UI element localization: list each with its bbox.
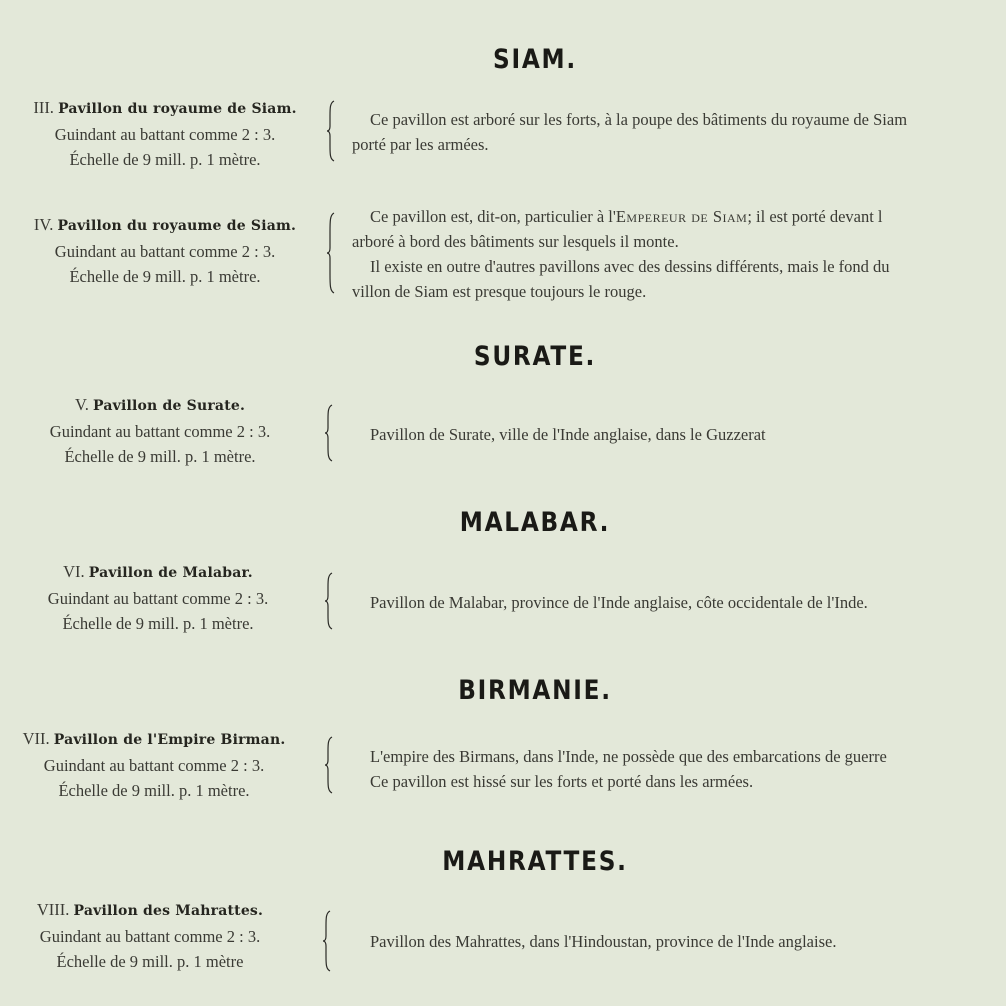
entry-iv-ratio: Guindant au battant comme 2 : 3. [54,242,276,261]
entry-vii-title: VII. Pavillon de l'Empire Birman. [22,729,286,748]
entry-vii-ratio: Guindant au battant comme 2 : 3. [43,756,265,775]
section-heading-surate: SURATE. [473,341,597,372]
entry-viii-scale: Échelle de 9 mill. p. 1 mètre [56,952,244,971]
entry-iv-description: Ce pavillon est, dit-on, particulier à l'Empereur de Siam; il est porté devant l arboré à bord des bâtiments sur lesquels il monte. Il existe en outre d'autres pavillons avec des dessins différents, mais le fond du villon de Siam est presque toujours le rouge. [352,207,890,301]
entry-iii-caption [15,95,315,172]
entry-iv-caption [15,212,315,289]
brace-vii [324,736,334,794]
brace-v [324,404,334,462]
section-heading-birmanie: BIRMANIE. [458,675,612,706]
entry-v-ratio: Guindant au battant comme 2 : 3. [49,422,271,441]
section-heading-siam: SIAM. [493,44,577,75]
entry-vi-caption [8,559,308,636]
entry-iii-ratio: Guindant au battant comme 2 : 3. [54,125,276,144]
entry-v-description: Pavillon de Surate, ville de l'Inde anglaise, dans le Guzzerat [370,425,766,444]
brace-viii [322,910,332,972]
entry-iii-title: III. Pavillon du royaume de Siam. [33,98,297,117]
section-heading-malabar: MALABAR. [459,507,611,538]
entry-vi-scale: Échelle de 9 mill. p. 1 mètre. [62,614,254,633]
entry-iii-description: Ce pavillon est arboré sur les forts, à la poupe des bâtiments du royaume de Siam porté par les armées. [352,110,908,154]
section-heading-mahrattes: MAHRATTES. [442,846,628,877]
entry-vi-ratio: Guindant au battant comme 2 : 3. [47,589,269,608]
entry-v-scale: Échelle de 9 mill. p. 1 mètre. [64,447,256,466]
entry-iv-title: IV. Pavillon du royaume de Siam. [33,215,297,234]
brace-vi [324,572,334,630]
entry-viii-title: VIII. Pavillon des Mahrattes. [36,900,264,919]
entry-iv-scale: Échelle de 9 mill. p. 1 mètre. [69,267,261,286]
entry-viii-caption [0,897,300,974]
entry-vi-title: VI. Pavillon de Malabar. [63,562,253,581]
entry-viii-description: Pavillon des Mahrattes, dans l'Hindoustan, province de l'Inde anglaise. [370,932,837,951]
brace-iii [326,100,336,162]
entry-v-title: V. Pavillon de Surate. [74,395,246,414]
brace-iv [326,212,336,294]
entry-vii-description: L'empire des Birmans, dans l'Inde, ne possède que des embarcations de guerre Ce pavillon est hissé sur les forts et porté dans les armées. [370,747,887,791]
entry-iii-scale: Échelle de 9 mill. p. 1 mètre. [69,150,261,169]
entry-vii-caption [4,726,304,803]
entry-viii-ratio: Guindant au battant comme 2 : 3. [39,927,261,946]
entry-v-caption [10,392,310,469]
entry-vi-description: Pavillon de Malabar, province de l'Inde anglaise, côte occidentale de l'Inde. [370,593,868,612]
entry-vii-scale: Échelle de 9 mill. p. 1 mètre. [58,781,250,800]
